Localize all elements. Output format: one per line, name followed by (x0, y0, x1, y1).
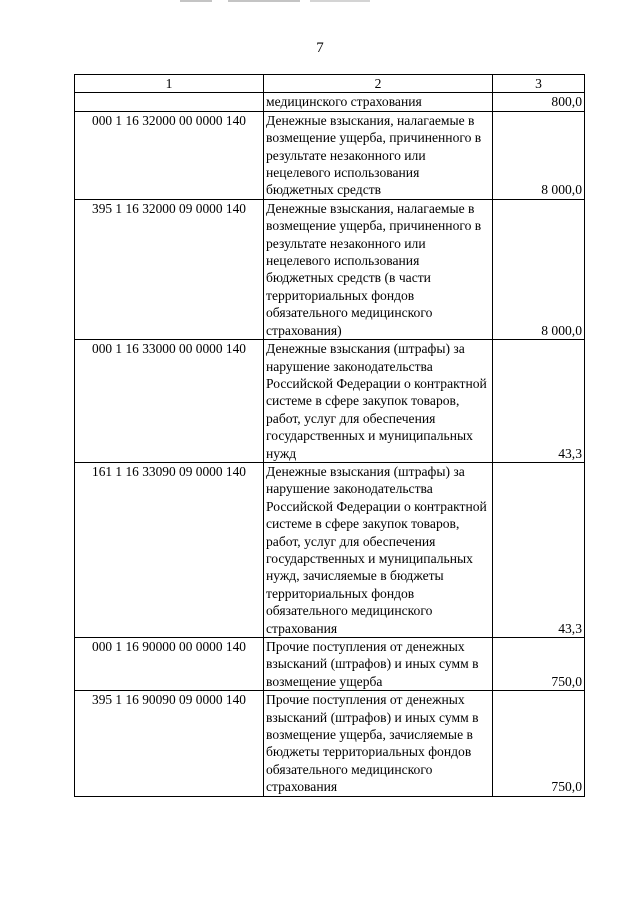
budget-code: 161 1 16 33090 09 0000 140 (75, 462, 264, 637)
amount: 800,0 (493, 93, 585, 111)
amount: 750,0 (493, 638, 585, 691)
table-row (75, 199, 585, 339)
budget-code: 395 1 16 32000 09 0000 140 (75, 199, 264, 339)
table-row (75, 638, 585, 691)
table-row (75, 111, 585, 199)
budget-code: 395 1 16 90090 09 0000 140 (75, 691, 264, 796)
table-row (75, 691, 585, 796)
revenue-name: Денежные взыскания (штрафы) за нарушение законодательства Российской Федерации о контрактной системе в сфере закупок товаров, работ, услуг для обеспечения государственных и муниципальных нужд, зачисляемые в бюджеты территориальных фондов обязательного медицинского страхования (264, 462, 493, 637)
revenue-table (74, 74, 585, 797)
table-header-row (75, 75, 585, 93)
amount: 8 000,0 (493, 111, 585, 199)
header-col-1: 1 (75, 75, 264, 93)
revenue-name: медицинского страхования (264, 93, 493, 111)
revenue-name: Прочие поступления от денежных взысканий (штрафов) и иных сумм в возмещение ущерба (264, 638, 493, 691)
budget-code: 000 1 16 32000 00 0000 140 (75, 111, 264, 199)
table-row (75, 340, 585, 463)
scan-top-marks (0, 0, 640, 6)
amount: 8 000,0 (493, 199, 585, 339)
revenue-name: Денежные взыскания, налагаемые в возмещение ущерба, причиненного в результате незаконного или нецелевого использования бюджетных средств (264, 111, 493, 199)
budget-code: 000 1 16 90000 00 0000 140 (75, 638, 264, 691)
page-number: 7 (316, 40, 324, 56)
budget-code: 000 1 16 33000 00 0000 140 (75, 340, 264, 463)
table-row (75, 93, 585, 111)
header-col-3: 3 (493, 75, 585, 93)
amount: 43,3 (493, 462, 585, 637)
revenue-name: Прочие поступления от денежных взысканий (штрафов) и иных сумм в возмещение ущерба, зачисляемые в бюджеты территориальных фондов обязательного медицинского страхования (264, 691, 493, 796)
revenue-name: Денежные взыскания, налагаемые в возмещение ущерба, причиненного в результате незаконного или нецелевого использования бюджетных средств (в части территориальных фондов обязательного медицинского страхования) (264, 199, 493, 339)
table-row (75, 462, 585, 637)
amount: 43,3 (493, 340, 585, 463)
header-col-2: 2 (264, 75, 493, 93)
budget-code (75, 93, 264, 111)
revenue-name: Денежные взыскания (штрафы) за нарушение законодательства Российской Федерации о контрактной системе в сфере закупок товаров, работ, услуг для обеспечения государственных и муниципальных нужд (264, 340, 493, 463)
amount: 750,0 (493, 691, 585, 796)
